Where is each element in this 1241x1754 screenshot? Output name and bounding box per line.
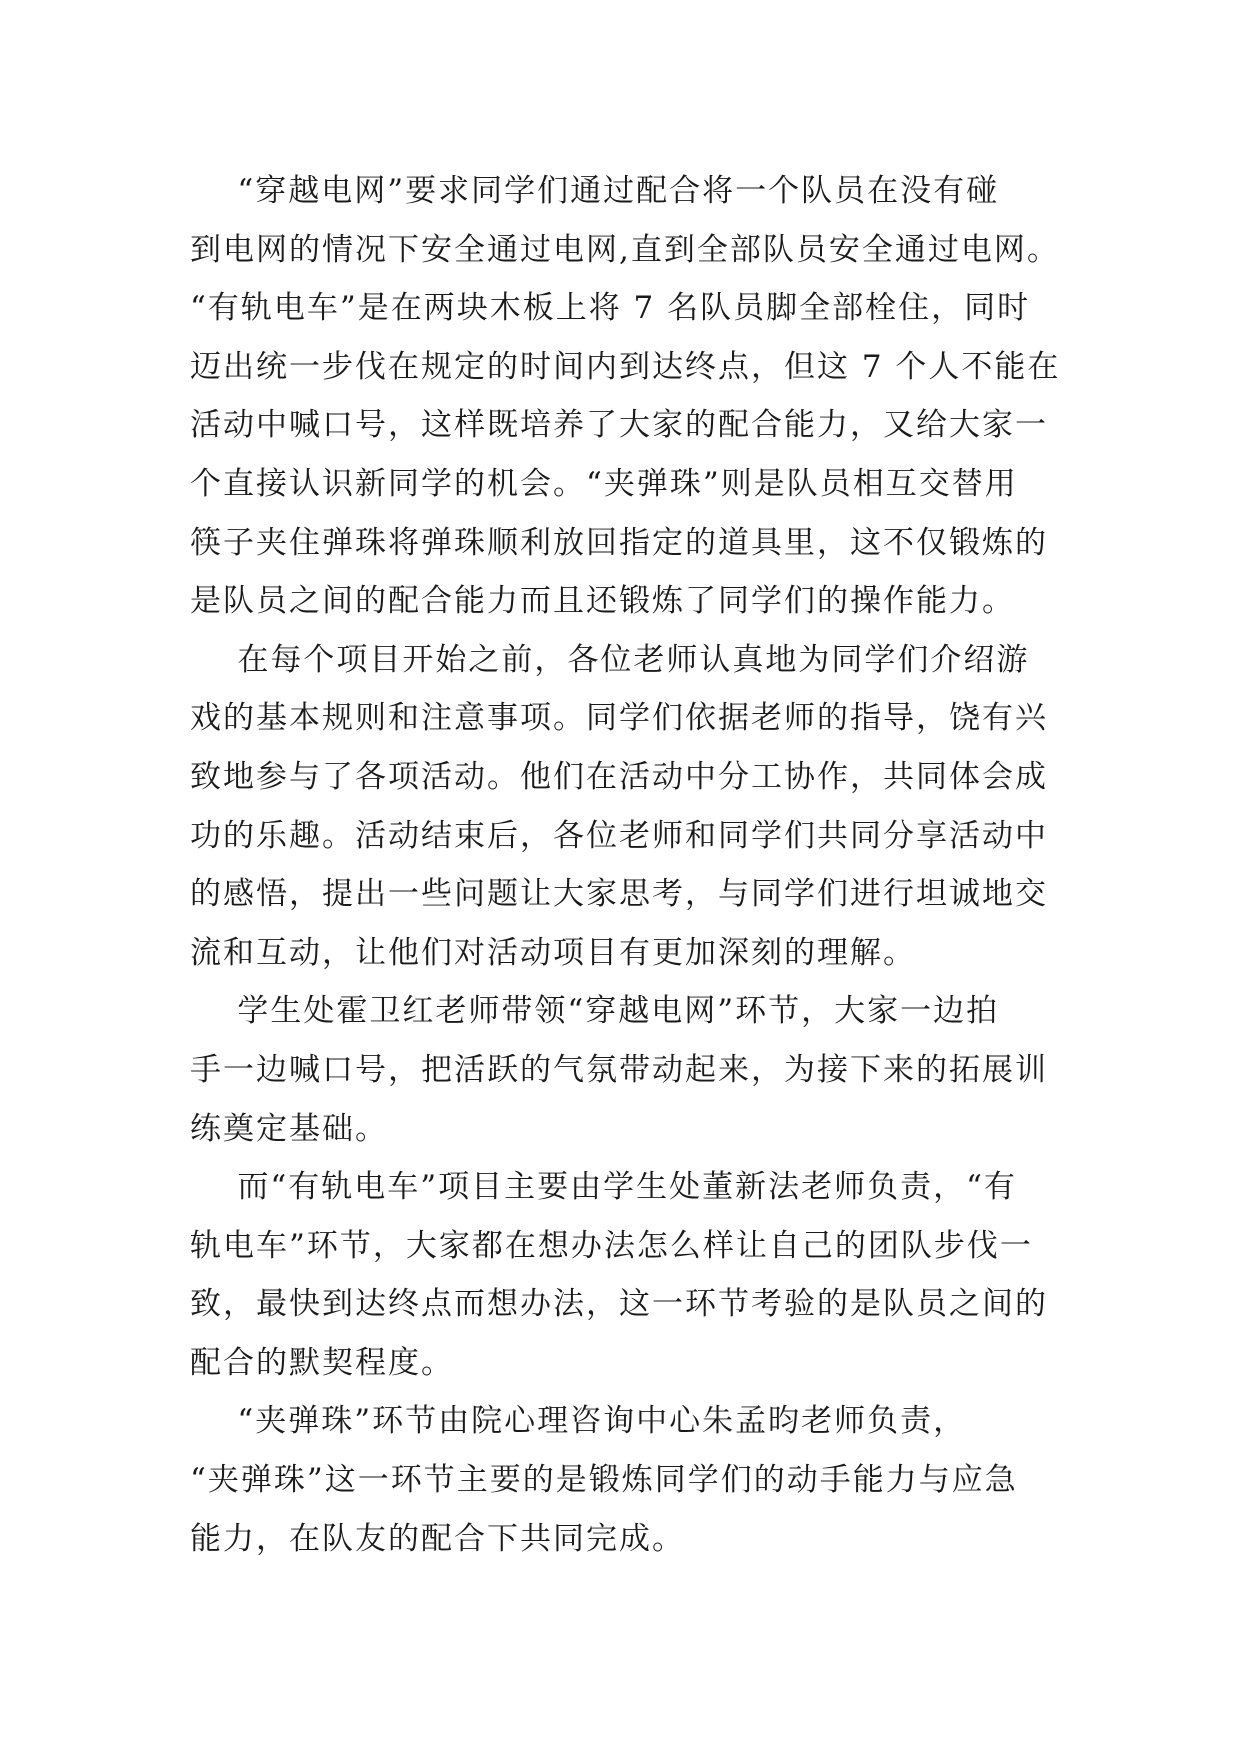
text-line: 能力，在队友的配合下共同完成。 (190, 1520, 685, 1557)
text-line: 而“有轨电车”项目主要由学生处董新法老师负责，“有 (190, 1169, 1017, 1206)
text-line: 致地参与了各项活动。他们在活动中分工协作，共同体会成 (190, 758, 1048, 795)
text-line: 到电网的情况下安全通过电网,直到全部队员安全通过电网。 (190, 231, 1060, 268)
text-line: 戏的基本规则和注意事项。同学们依据老师的指导，饶有兴 (190, 700, 1048, 737)
text-line: 学生处霍卫红老师带领“穿越电网”环节，大家一边拍 (190, 993, 1000, 1030)
text-line: 的感悟，提出一些问题让大家思考，与同学们进行坦诚地交 (190, 876, 1048, 913)
text-line: 手一边喊口号，把活跃的气氛带动起来，为接下来的拓展训 (190, 1051, 1048, 1088)
text-line: 筷子夹住弹珠将弹珠顺利放回指定的道具里，这不仅锻炼的 (190, 524, 1048, 561)
text-line: 是队员之间的配合能力而且还锻炼了同学们的操作能力。 (190, 583, 1015, 620)
text-line: 功的乐趣。活动结束后，各位老师和同学们共同分享活动中 (190, 817, 1048, 854)
text-line: 练奠定基础。 (190, 1110, 388, 1147)
text-line: “穿越电网”要求同学们通过配合将一个队员在没有碰 (190, 173, 1000, 209)
text-line: “夹弹珠”这一环节主要的是锻炼同学们的动手能力与应急 (190, 1462, 1018, 1499)
text-line: “有轨电车”是在两块木板上将 7 名队员脚全部栓住，同时 (190, 290, 1031, 327)
text-line: 流和互动，让他们对活动项目有更加深刻的理解。 (190, 934, 916, 971)
text-line: 活动中喊口号，这样既培养了大家的配合能力，又给大家一 (190, 407, 1048, 444)
text-line: “夹弹珠”环节由院心理咨询中心朱孟昀老师负责， (190, 1403, 967, 1440)
text-line: 在每个项目开始之前，各位老师认真地为同学们介绍游 (190, 641, 1030, 678)
document-body (190, 162, 1070, 1568)
text-line: 轨电车”环节，大家都在想办法怎么样让自己的团队步伐一 (190, 1227, 1033, 1264)
text-line: 个直接认识新同学的机会。“夹弹珠”则是队员相互交替用 (190, 465, 1018, 502)
text-line: 致，最快到达终点而想办法，这一环节考验的是队员之间的 (190, 1286, 1048, 1323)
text-line: 迈出统一步伐在规定的时间内到达终点，但这 7 个人不能在 (190, 348, 1061, 385)
text-line: 配合的默契程度。 (190, 1344, 454, 1381)
